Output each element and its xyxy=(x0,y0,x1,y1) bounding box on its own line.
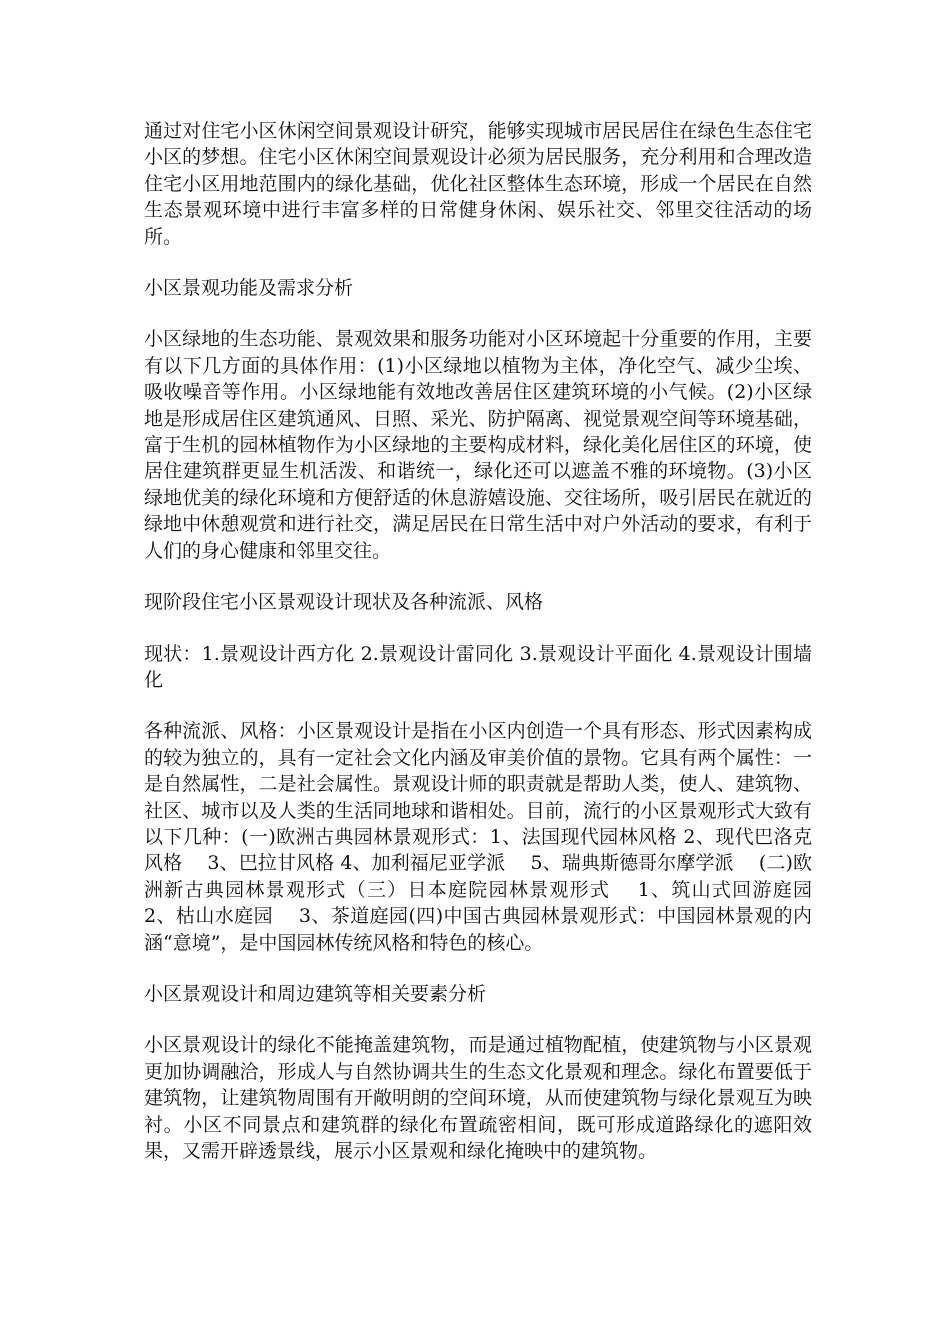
status-paragraph: 现状：1.景观设计西方化 2.景观设计雷同化 3.景观设计平面化 4.景观设计围墙化 xyxy=(144,642,812,691)
function-paragraph: 小区绿地的生态功能、景观效果和服务功能对小区环境起十分重要的作用，主要有以下几方面的具体作用：(1)小区绿地以植物为主体，净化空气、减少尘埃、吸收噪音等作用。小区绿地能有效地改善居住区建筑环境的小气候。(2)小区绿地是形成居住区建筑通风、日照、采光、防护隔离、视觉景观空间等环境基础，富于生机的园林植物作为小区绿地的主要构成材料，绿化美化居住区的环境，使居住建筑群更显生机活泼、和谐统一，绿化还可以遮盖不雅的环境物。(3)小区绿地优美的绿化环境和方便舒适的休息游嬉设施、交往场所，吸引居民在就近的绿地中休憩观赏和进行社交，满足居民在日常生活中对户外活动的要求，有利于人们的身心健康和邻里交往。 xyxy=(144,328,812,562)
section-heading-function: 小区景观功能及需求分析 xyxy=(144,277,354,300)
document-page xyxy=(144,118,838,1189)
surroundings-paragraph: 小区景观设计的绿化不能掩盖建筑物，而是通过植物配植，使建筑物与小区景观更加协调融洽，形成人与自然协调共生的生态文化景观和理念。绿化布置要低于建筑物，让建筑物周围有开敞明朗的空间环境，从而使建筑物与绿化景观互为映衬。小区不同景点和建筑群的绿化布置疏密相间，既可形成道路绿化的遮阳效果，又需开辟透景线，展示小区景观和绿化掩映中的建筑物。 xyxy=(144,1034,812,1162)
section-heading-status: 现阶段住宅小区景观设计现状及各种流派、风格 xyxy=(144,591,544,614)
styles-paragraph: 各种流派、风格：小区景观设计是指在小区内创造一个具有形态、形式因素构成的较为独立的，具有一定社会文化内涵及审美价值的景物。它具有两个属性：一是自然属性，二是社会属性。景观设计师的职责就是帮助人类，使人、建筑物、社区、城市以及人类的生活同地球和谐相处。目前，流行的小区景观形式大致有以下几种：(一)欧洲古典园林景观形式：1、法国现代园林风格 2、现代巴洛克风格 3、巴拉甘风格 4、加利福尼亚学派 5、瑞典斯德哥尔摩学派 (二)欧洲新古典园林景观形式（三）日本庭院园林景观形式 1、筑山式回游庭园 2、枯山水庭园 3、茶道庭园(四)中国古典园林景观形式：中国园林景观的内涵“意境”，是中国园林传统风格和特色的核心。 xyxy=(144,720,838,954)
intro-paragraph: 通过对住宅小区休闲空间景观设计研究，能够实现城市居民居住在绿色生态住宅小区的梦想。住宅小区休闲空间景观设计必须为居民服务，充分利用和合理改造住宅小区用地范围内的绿化基础，优化社区整体生态环境，形成一个居民在自然生态景观环境中进行丰富多样的日常健身休闲、娱乐社交、邻里交往活动的场所。 xyxy=(144,120,812,248)
section-heading-surroundings: 小区景观设计和周边建筑等相关要素分析 xyxy=(144,982,487,1005)
